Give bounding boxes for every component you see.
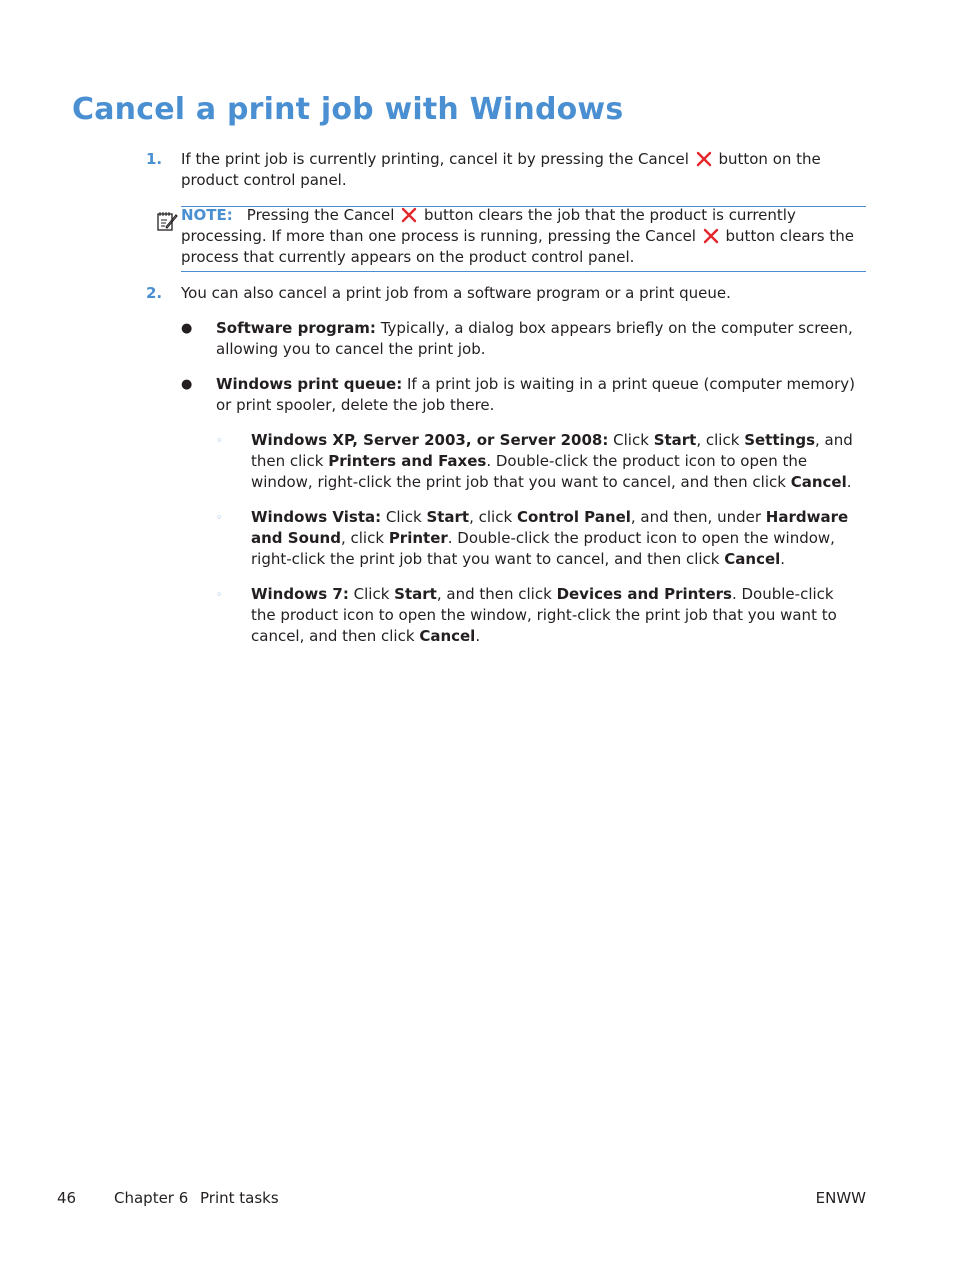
text-run: Click	[353, 585, 390, 603]
cancel-x-icon	[703, 228, 719, 244]
subbullet-circle: ◦	[216, 434, 223, 447]
ui-term-printers-and-faxes: Printers and Faxes	[328, 452, 487, 470]
ui-term-hardware-and-sound: Hardware and Sound	[251, 508, 849, 547]
ui-term-start: Start	[653, 431, 697, 449]
text-run: .	[780, 550, 786, 568]
bullet-software-program	[216, 318, 856, 360]
bullet-dot: ●	[181, 377, 193, 392]
note-part-3: button clears the process that currently appears on the product control panel.	[181, 227, 854, 266]
text-run: , and then click	[251, 431, 853, 470]
note-part-1: Pressing the Cancel	[246, 206, 395, 224]
subbullet-term: Windows Vista:	[251, 508, 382, 526]
ui-term-start: Start	[426, 508, 470, 526]
bullet-term: Windows print queue:	[216, 375, 403, 393]
text-run: , and then, under	[630, 508, 762, 526]
page-title: Cancel a print job with Windows	[72, 92, 624, 127]
step-number: 1.	[146, 150, 163, 168]
text-run: .	[475, 627, 481, 645]
note-text	[181, 205, 866, 268]
text-run: Click	[613, 431, 649, 449]
text-run: , click	[696, 431, 740, 449]
subbullet-term: Windows 7:	[251, 585, 349, 603]
ui-term-cancel: Cancel	[724, 550, 781, 568]
bullet-windows-print-queue	[216, 374, 856, 416]
step-1-text	[181, 149, 841, 191]
footer-chapter: Chapter 6	[114, 1189, 189, 1207]
note-part-2: button clears the job that the product is currently processing. If more than one process is running, pressing the Cancel	[181, 206, 796, 245]
ui-term-start: Start	[394, 585, 437, 603]
subbullet-windows-xp	[251, 430, 856, 493]
ui-term-cancel: Cancel	[419, 627, 476, 645]
text-run: . Double-click the product icon to open the window, right-click the print job that you want to cancel, and then click	[251, 585, 837, 645]
footer-section: Print tasks	[200, 1189, 279, 1207]
ui-term-control-panel: Control Panel	[516, 508, 631, 526]
subbullet-windows-vista	[251, 507, 856, 570]
text-run: Click	[385, 508, 422, 526]
note-pad-icon	[156, 210, 178, 232]
bullet-text: Typically, a dialog box appears briefly on the computer screen, allowing you to cancel the print job.	[216, 319, 853, 358]
note-label: NOTE:	[181, 206, 233, 224]
bullet-term: Software program:	[216, 319, 376, 337]
step-number: 2.	[146, 284, 163, 302]
ui-term-cancel: Cancel	[790, 473, 847, 491]
subbullet-term: Windows XP, Server 2003, or Server 2008:	[251, 431, 609, 449]
text-run: , click	[469, 508, 513, 526]
subbullet-circle: ◦	[216, 511, 223, 524]
ui-term-settings: Settings	[744, 431, 816, 449]
text-run: .	[846, 473, 852, 491]
subbullet-windows-7	[251, 584, 856, 647]
ui-term-devices-and-printers: Devices and Printers	[556, 585, 732, 603]
ui-term-printer: Printer	[388, 529, 448, 547]
subbullet-circle: ◦	[216, 588, 223, 601]
text-run: . Double-click the product icon to open the window, right-click the print job that you want to cancel, and then click	[251, 529, 835, 568]
text-run: . Double-click the product icon to open the window, right-click the print job that you want to cancel, and then click	[251, 452, 808, 491]
cancel-x-icon	[401, 207, 417, 223]
bullet-text: If a print job is waiting in a print queue (computer memory) or print spooler, delete the job there.	[216, 375, 855, 414]
step-1-text-before: If the print job is currently printing, cancel it by pressing the Cancel	[181, 150, 689, 168]
text-run: , click	[340, 529, 385, 547]
text-run: , and then click	[436, 585, 552, 603]
step-1-text-after: button on the product control panel.	[181, 150, 821, 189]
cancel-x-icon	[696, 151, 712, 167]
footer-locale-code: ENWW	[815, 1189, 866, 1207]
step-2-text: You can also cancel a print job from a software program or a print queue.	[181, 284, 731, 302]
bullet-dot: ●	[181, 321, 193, 336]
footer-page-number: 46	[57, 1189, 77, 1207]
